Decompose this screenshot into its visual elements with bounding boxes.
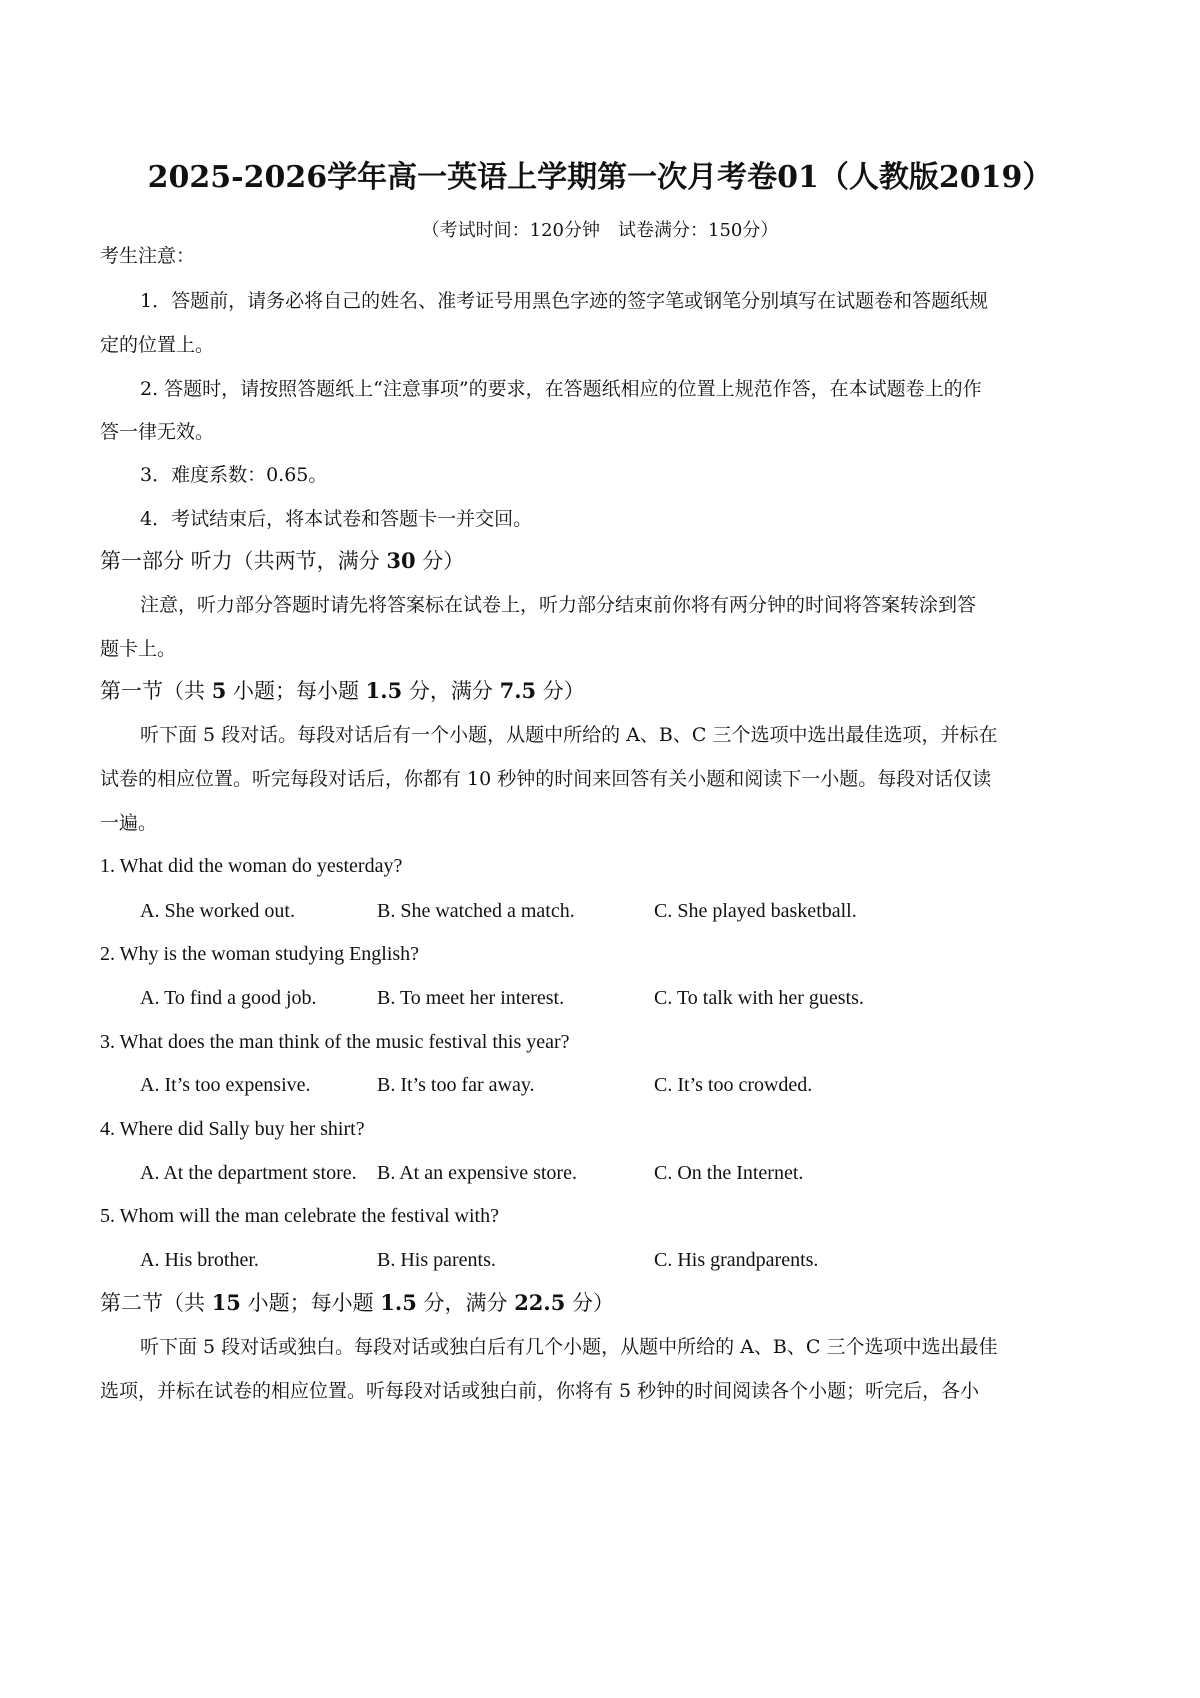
- question-5-option-a: A. His brother.: [140, 1249, 259, 1271]
- question-5-option-b: B. His parents.: [377, 1249, 496, 1271]
- section-1-instruction-line-1: 听下面 5 段对话。每段对话后有一个小题，从题中所给的 A、B、C 三个选项中选出最佳选项，并标在: [140, 724, 998, 746]
- part-1-note-line-1: 注意，听力部分答题时请先将答案标在试卷上，听力部分结束前你将有两分钟的时间将答案转涂到答: [140, 594, 977, 616]
- question-4: 4. Where did Sally buy her shirt?: [100, 1118, 365, 1140]
- question-3-option-a: A. It’s too expensive.: [140, 1074, 311, 1096]
- notice-item-3: 3．难度系数：0.65。: [140, 464, 328, 486]
- section-1-instruction-line-3: 一遍。: [100, 812, 158, 834]
- notice-item-1-line-1: 1．答题前，请务必将自己的姓名、准考证号用黑色字迹的签字笔或钢笔分别填写在试题卷和答题纸规: [140, 290, 989, 312]
- question-5: 5. Whom will the man celebrate the festival with?: [100, 1205, 499, 1227]
- question-3-option-c: C. It’s too crowded.: [654, 1074, 813, 1096]
- section-2-instruction-line-1: 听下面 5 段对话或独白。每段对话或独白后有几个小题，从题中所给的 A、B、C 三个选项中选出最佳: [140, 1336, 998, 1358]
- question-4-option-b: B. At an expensive store.: [377, 1162, 577, 1184]
- section-2-heading: 第二节（共 15 小题；每小题 1.5 分，满分 22.5 分）: [100, 1290, 615, 1315]
- question-2-option-c: C. To talk with her guests.: [654, 987, 864, 1009]
- question-2: 2. Why is the woman studying English?: [100, 943, 420, 965]
- question-1-option-b: B. She watched a match.: [377, 900, 575, 922]
- exam-info: （考试时间：120分钟 试卷满分：150分）: [421, 220, 779, 241]
- question-4-option-c: C. On the Internet.: [654, 1162, 804, 1184]
- notice-item-2-line-1: 2. 答题时，请按照答题纸上“注意事项”的要求，在答题纸相应的位置上规范作答，在本试题卷上的作: [140, 378, 982, 400]
- section-1-heading: 第一节（共 5 小题；每小题 1.5 分，满分 7.5 分）: [100, 678, 585, 703]
- question-1-option-a: A. She worked out.: [140, 900, 295, 922]
- section-1-instruction-line-2: 试卷的相应位置。听完每段对话后，你都有 10 秒钟的时间来回答有关小题和阅读下一小题。每段对话仅读: [100, 768, 992, 790]
- section-2-instruction-line-2: 选项，并标在试卷的相应位置。听每段对话或独白前，你将有 5 秒钟的时间阅读各个小题；听完后，各小: [100, 1380, 980, 1402]
- page-title: 2025-2026学年高一英语上学期第一次月考卷01（人教版2019）: [147, 160, 1053, 195]
- question-3: 3. What does the man think of the music festival this year?: [100, 1031, 570, 1053]
- question-5-option-c: C. His grandparents.: [654, 1249, 819, 1271]
- question-4-option-a: A. At the department store.: [140, 1162, 357, 1184]
- question-1: 1. What did the woman do yesterday?: [100, 855, 403, 877]
- notice-item-2-line-2: 答一律无效。: [100, 421, 215, 443]
- question-1-option-c: C. She played basketball.: [654, 900, 857, 922]
- notice-heading: 考生注意：: [100, 245, 196, 267]
- question-3-option-b: B. It’s too far away.: [377, 1074, 535, 1096]
- notice-item-4: 4．考试结束后，将本试卷和答题卡一并交回。: [140, 508, 533, 530]
- part-1-note-line-2: 题卡上。: [100, 638, 177, 660]
- part-1-heading: 第一部分 听力（共两节，满分 30 分）: [100, 548, 465, 573]
- question-2-option-a: A. To find a good job.: [140, 987, 317, 1009]
- question-2-option-b: B. To meet her interest.: [377, 987, 565, 1009]
- notice-item-1-line-2: 定的位置上。: [100, 334, 215, 356]
